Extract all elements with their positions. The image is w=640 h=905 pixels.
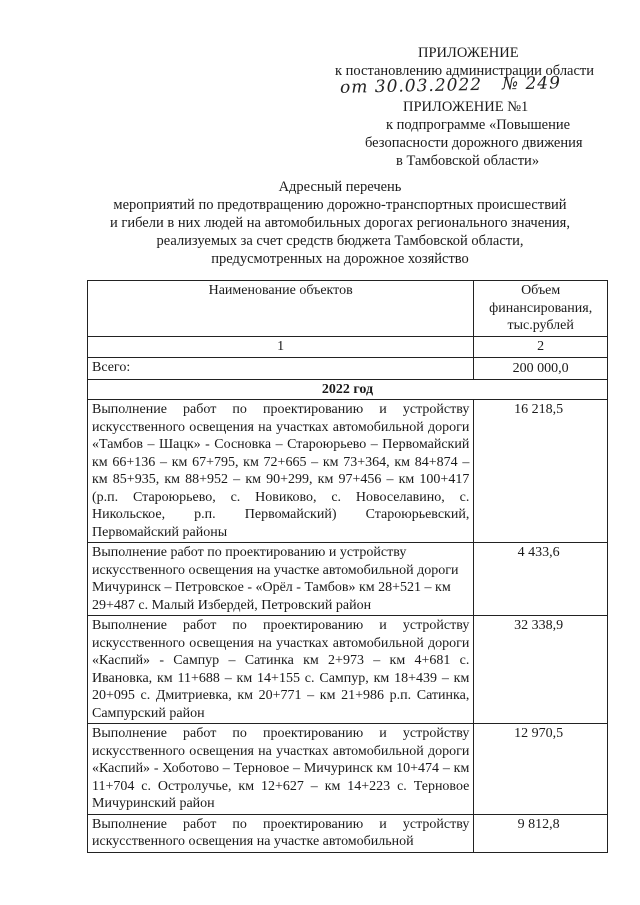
subprogram-line-3: в Тамбовской области»: [396, 153, 540, 169]
title-line-2: мероприятий по предотвращению дорожно-транспортных происшествий: [113, 197, 567, 213]
column-header-name: Наименование объектов: [88, 281, 474, 337]
column-header-funding: Объем финансирования, тыс.рублей: [474, 281, 608, 337]
year-row: [88, 379, 608, 400]
table-row: [88, 616, 608, 724]
table-row: [88, 724, 608, 815]
title-line-4: реализуемых за счет средств бюджета Тамбовской области,: [156, 233, 524, 249]
title-line-3: и гибели в них людей на автомобильных дорогах регионального значения,: [110, 215, 570, 231]
object-name: Выполнение работ по проектированию и устройству искусственного освещения на участках автомобильной дороги «Тамбов – Шацк» - Сосновка – Староюрьево – Первомайский км 66+136 – км 67+795, км 72+665 – км 73+364, км 84+874 – км 85+935, км 88+952 – км 90+299, км 97+456 – км 100+417 (р.п. Староюрьево, с. Новиково, с. Новоселавино, с. Никольское, р.п. Первомайский) Староюрьевский, Первомайский районы: [88, 400, 474, 543]
object-funding: 4 433,6: [474, 543, 608, 616]
table-row: [88, 543, 608, 616]
year-label: 2022 год: [88, 379, 608, 400]
table-row: [88, 400, 608, 543]
object-funding: 32 338,9: [474, 616, 608, 724]
object-funding: 12 970,5: [474, 724, 608, 815]
title-line-5: предусмотренных на дорожное хозяйство: [211, 251, 469, 267]
total-label: Всего:: [88, 357, 474, 379]
total-value: 200 000,0: [474, 357, 608, 379]
object-name: Выполнение работ по проектированию и устройству искусственного освещения на участке автомобильной: [88, 814, 474, 852]
handwritten-date-number: [340, 72, 610, 98]
object-funding: 9 812,8: [474, 814, 608, 852]
appendix-number: ПРИЛОЖЕНИЕ №1: [403, 99, 529, 115]
subprogram-line-2: безопасности дорожного движения: [365, 135, 583, 151]
objects-table: [87, 280, 608, 853]
handwritten-date: от 30.03.2022: [339, 74, 483, 98]
resolution-reference: к постановлению администрации области: [335, 63, 595, 79]
handwritten-number: № 249: [501, 73, 562, 95]
object-funding: 16 218,5: [474, 400, 608, 543]
table-row: [88, 814, 608, 852]
subprogram-line-1: к подпрограмме «Повышение: [386, 117, 571, 133]
total-row: [88, 357, 608, 379]
object-name: Выполнение работ по проектированию и устройству искусственного освещения на участке автомобильной дороги Мичуринск – Петровское - «Орёл - Тамбов» км 28+521 – км 29+487 с. Малый Избердей, Петровский район: [88, 543, 474, 616]
object-name: Выполнение работ по проектированию и устройству искусственного освещения на участках автомобильной дороги «Каспий» - Хоботово – Терновое – Мичуринск км 10+474 – км 11+704 с. Остролучье, км 12+627 – км 14+223 с. Терновое Мичуринский район: [88, 724, 474, 815]
table-header-row: [88, 281, 608, 337]
object-name: Выполнение работ по проектированию и устройству искусственного освещения на участках автомобильной дороги «Каспий» - Сампур – Сатинка км 2+973 – км 4+681 с. Ивановка, км 11+688 – км 14+155 с. Сампур, км 18+439 – км 20+095 с. Дмитриевка, км 20+771 – км 21+986 р.п. Сатинка, Сампурский район: [88, 616, 474, 724]
title-line-1: Адресный перечень: [278, 179, 402, 195]
column-number-1: 1: [88, 337, 474, 358]
appendix-label: ПРИЛОЖЕНИЕ: [418, 45, 519, 61]
column-number-2: 2: [474, 337, 608, 358]
column-number-row: [88, 337, 608, 358]
